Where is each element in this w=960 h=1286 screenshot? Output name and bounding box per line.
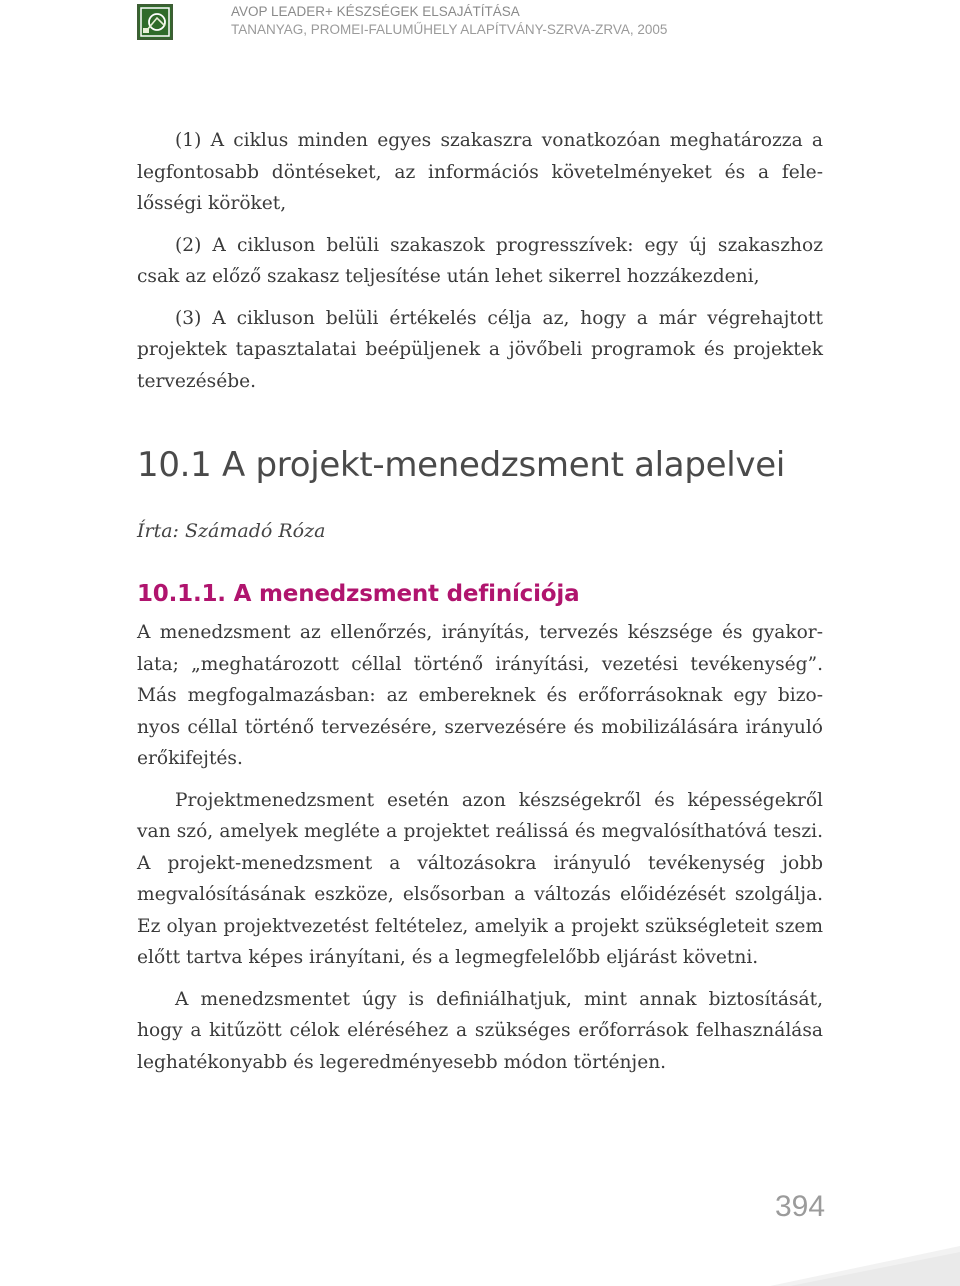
body-paragraph: A menedzsment az ellenőrzés, irányítás, tervezés készsége és gyakorlata; „meghatározott céllal történő irányítási, vezetési tevékenység”. Más megfogalmazásban: az embereknek és erőforrásoknak egy bizonyos céllal történő tervezésére, szervezésére és mobilizálására irányuló erőkifejtés.: [137, 622, 823, 769]
page-corner-decoration: [770, 1246, 960, 1286]
leader-logo-icon: [137, 4, 173, 40]
header-title: AVOP LEADER+ KÉSZSÉGEK ELSAJÁTÍTÁSA: [231, 4, 520, 19]
list-item-paragraph: (2) A cikluson belüli szakaszok progresszívek: egy új szakaszhoz csak az előző szakasz teljesítése után lehet sikerrel hozzákezdeni,: [137, 234, 823, 287]
subsection-heading: 10.1.1. A menedzsment definíciója: [137, 581, 580, 607]
page-number: 394: [775, 1190, 826, 1223]
header-subtitle: TANANYAG, PROMEI-FALUMŰHELY ALAPÍTVÁNY-SZRVA-ZRVA, 2005: [231, 22, 668, 37]
list-item-paragraph: (3) A cikluson belüli értékelés célja az, hogy a már végrehajtott projektek tapasztalatai beépüljenek a jövőbeli programok és projektek tervezésébe.: [137, 307, 823, 392]
section-heading: 10.1 A projekt-menedzsment alapelvei: [137, 445, 785, 485]
list-item-paragraph: (1) A ciklus minden egyes szakaszra vonatkozóan meghatározza a legfontosabb döntéseket, az információs követelményeket és a felelősségi köröket,: [137, 130, 823, 214]
section-author: Írta: Számadó Róza: [137, 520, 326, 542]
body-paragraph: Projektmenedzsment esetén azon készségekről és képességekről van szó, amelyek megléte a projektet reálissá és megvalósíthatóvá teszi. A projekt-menedzsment a változásokra irányuló tevékenység jobb megvalósításának eszköze, elsősorban a változás előidézését szolgálja. Ez olyan projektvezetést feltételez, amelyik a projekt szükségleteit szem előtt tartva képes irányítani, és a legmegfelelőbb eljárást követni.: [137, 789, 823, 968]
page-header: [137, 4, 917, 40]
body-paragraph: A menedzsmentet úgy is definiálhatjuk, mint annak biztosítását, hogy a kitűzött célok eléréséhez a szükséges erőforrások felhasználása leghatékonyabb és legeredményesebb módon történjen.: [137, 988, 823, 1073]
page-content: [137, 125, 823, 1078]
